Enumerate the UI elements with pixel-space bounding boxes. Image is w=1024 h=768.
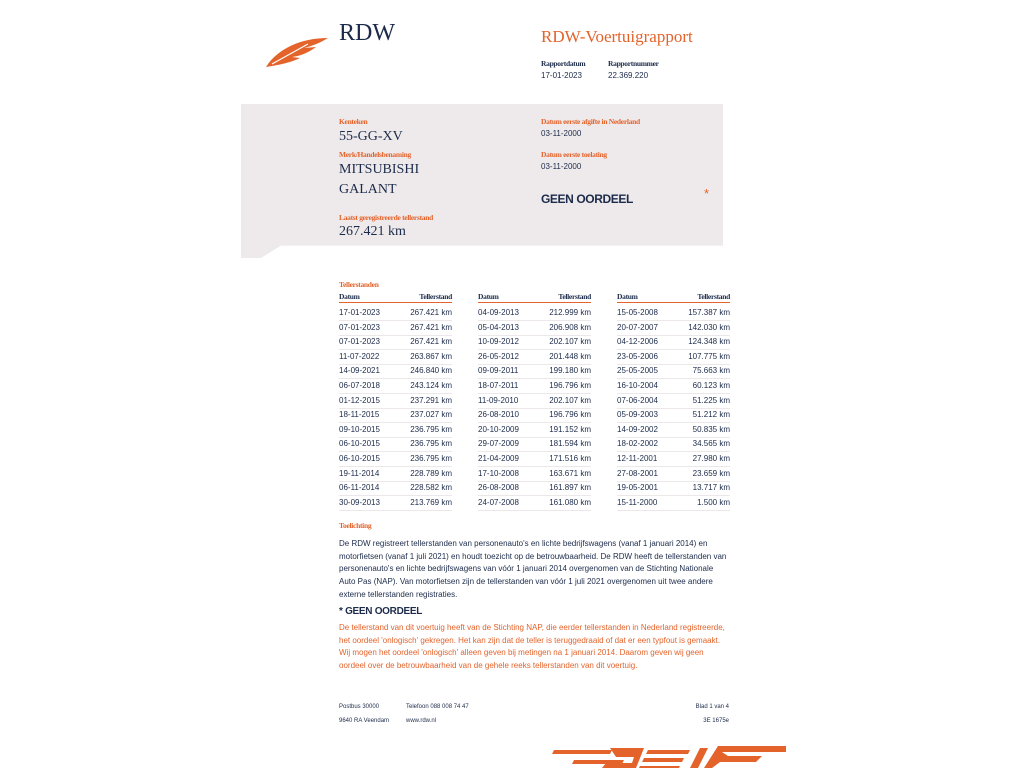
row-divider: [478, 393, 591, 394]
reading-value: 236.795 km: [410, 424, 452, 434]
reading-value: 246.840 km: [410, 366, 452, 376]
brand-name: RDW: [339, 20, 395, 46]
reading-value: 13.717 km: [692, 483, 730, 493]
column-header-date: Datum: [478, 292, 499, 301]
row-divider: [478, 451, 591, 452]
reading-value: 267.421 km: [410, 337, 452, 347]
report-number: 22.369.220: [608, 71, 649, 80]
header-divider: [478, 302, 591, 303]
reading-value: 236.795 km: [410, 454, 452, 463]
reading-date: 06-10-2015: [339, 454, 380, 463]
rdw-logo-icon: [264, 34, 330, 70]
column-header-reading: Tellerstand: [697, 292, 730, 301]
row-divider: [617, 422, 730, 423]
reading-value: 157.387 km: [688, 308, 730, 317]
reading-date: 20-07-2007: [617, 322, 658, 332]
reading-date: 10-09-2012: [478, 337, 519, 347]
row-divider: [617, 495, 730, 496]
row-divider: [339, 466, 452, 467]
row-divider: [478, 481, 591, 482]
reading-value: 181.594 km: [549, 439, 591, 449]
first-issue-label: Datum eerste afgifte in Nederland: [541, 117, 640, 126]
first-admission-label: Datum eerste toelating: [541, 150, 607, 159]
make-label: Merk/Handelsbenaming: [339, 150, 411, 159]
reading-date: 24-07-2008: [478, 497, 519, 507]
reading-value: 202.107 km: [549, 337, 591, 347]
reading-value: 206.908 km: [549, 322, 591, 332]
reading-date: 09-09-2011: [478, 366, 519, 376]
reading-date: 18-11-2015: [339, 410, 380, 420]
reading-date: 26-08-2010: [478, 410, 519, 420]
row-divider: [617, 378, 730, 379]
reading-value: 23.659 km: [692, 468, 730, 478]
reading-date: 01-12-2015: [339, 395, 380, 405]
row-divider: [617, 393, 730, 394]
row-divider: [617, 408, 730, 409]
reading-value: 196.796 km: [549, 381, 591, 390]
reading-date: 09-10-2015: [339, 424, 380, 434]
reading-value: 196.796 km: [549, 410, 591, 420]
reading-value: 201.448 km: [549, 351, 591, 361]
reading-date: 05-09-2003: [617, 410, 658, 420]
row-divider: [478, 437, 591, 438]
reading-value: 51.212 km: [692, 410, 730, 420]
reading-value: 124.348 km: [688, 337, 730, 347]
reading-value: 51.225 km: [692, 395, 730, 405]
reading-date: 17-10-2008: [478, 468, 519, 478]
row-divider: [339, 378, 452, 379]
reading-value: 236.795 km: [410, 439, 452, 449]
row-divider: [339, 510, 452, 511]
row-divider: [478, 510, 591, 511]
reading-date: 26-08-2008: [478, 483, 519, 493]
reading-date: 07-01-2023: [339, 322, 380, 332]
reading-date: 06-07-2018: [339, 381, 380, 390]
row-divider: [339, 408, 452, 409]
reading-value: 228.582 km: [410, 483, 452, 493]
reading-value: 237.291 km: [410, 395, 452, 405]
row-divider: [617, 335, 730, 336]
header-divider: [339, 302, 452, 303]
reading-date: 18-07-2011: [478, 381, 519, 390]
row-divider: [339, 481, 452, 482]
reading-date: 11-07-2022: [339, 351, 380, 361]
row-divider: [478, 495, 591, 496]
reading-date: 27-08-2001: [617, 468, 658, 478]
footer-postcode: 9640 RA Veendam: [339, 718, 390, 724]
reading-value: 60.123 km: [692, 381, 730, 390]
row-divider: [339, 451, 452, 452]
report-number-label: Rapportnummer: [608, 59, 659, 68]
reading-date: 06-11-2014: [339, 483, 380, 493]
reading-date: 15-11-2000: [617, 497, 658, 507]
reading-date: 04-12-2006: [617, 337, 658, 347]
vehicle-info-panel: [241, 104, 723, 258]
license-plate: 55-GG-XV: [339, 129, 403, 144]
verdict-explanation-title: * GEEN OORDEEL: [339, 606, 423, 617]
reading-value: 202.107 km: [549, 395, 591, 405]
column-header-reading: Tellerstand: [419, 292, 452, 301]
verdict-explanation-text: De tellerstand van dit voertuig heeft van de Stichting NAP, die eerder tellerstanden in Nederland registreerde, het oordeel 'onlogisch' gekregen. Het kan zijn dat de teller is teruggedraaid of dat er een typfout is gemaakt. Wij mogen het oordeel 'onlogisch' alleen geven bij metingen na 1 januari 2014. Daarom geven wij geen oordeel over de betrouwbaarheid van de gehele reeks tellerstanden van dit voertuig.: [339, 623, 725, 671]
reading-date: 06-10-2015: [339, 439, 380, 449]
last-reading-label: Laatst geregistreerde tellerstand: [339, 213, 433, 222]
reading-date: 14-09-2021: [339, 366, 380, 376]
row-divider: [339, 495, 452, 496]
report-title: RDW-Voertuigrapport: [541, 27, 693, 46]
row-divider: [617, 364, 730, 365]
row-divider: [478, 408, 591, 409]
verdict-text: GEEN OORDEEL: [541, 192, 633, 206]
first-admission-date: 03-11-2000: [541, 162, 582, 171]
row-divider: [339, 393, 452, 394]
row-divider: [617, 510, 730, 511]
reading-date: 07-01-2023: [339, 337, 380, 347]
column-header-date: Datum: [339, 292, 360, 301]
row-divider: [339, 422, 452, 423]
footer-page-number: Blad 1 van 4: [695, 704, 729, 710]
row-divider: [617, 466, 730, 467]
explanation-title: Toelichting: [339, 521, 372, 530]
vehicle-make: MITSUBISHI: [339, 162, 420, 177]
reading-value: 161.897 km: [549, 483, 591, 493]
reading-value: 237.027 km: [410, 410, 452, 420]
reading-value: 161.080 km: [549, 497, 591, 507]
row-divider: [617, 451, 730, 452]
reading-date: 18-02-2002: [617, 439, 658, 449]
row-divider: [617, 437, 730, 438]
reading-value: 213.769 km: [410, 497, 452, 507]
reading-value: 191.152 km: [549, 424, 591, 434]
column-header-date: Datum: [617, 292, 638, 301]
reading-date: 19-05-2001: [617, 483, 658, 493]
row-divider: [339, 437, 452, 438]
reading-value: 267.421 km: [410, 322, 452, 332]
reading-value: 243.124 km: [410, 381, 452, 390]
row-divider: [339, 364, 452, 365]
rdw-stripes-logo-icon: [552, 744, 786, 768]
row-divider: [339, 349, 452, 350]
reading-date: 07-06-2004: [617, 395, 658, 405]
row-divider: [478, 320, 591, 321]
reading-date: 05-04-2013: [478, 322, 519, 332]
reading-date: 26-05-2012: [478, 351, 519, 361]
plate-label: Kenteken: [339, 117, 368, 126]
reading-date: 14-09-2002: [617, 424, 658, 434]
row-divider: [478, 364, 591, 365]
reading-value: 163.671 km: [549, 468, 591, 478]
reading-date: 12-11-2001: [617, 454, 658, 463]
row-divider: [339, 320, 452, 321]
reading-date: 04-09-2013: [478, 308, 519, 317]
report-date: 17-01-2023: [541, 71, 582, 80]
row-divider: [478, 335, 591, 336]
reading-date: 11-09-2010: [478, 395, 519, 405]
reading-value: 212.999 km: [549, 308, 591, 317]
report-date-label: Rapportdatum: [541, 59, 586, 68]
reading-value: 1.500 km: [697, 497, 730, 507]
reading-value: 50.835 km: [692, 424, 730, 434]
reading-value: 267.421 km: [410, 308, 452, 317]
reading-date: 30-09-2013: [339, 497, 380, 507]
row-divider: [478, 378, 591, 379]
reading-date: 21-04-2009: [478, 454, 519, 463]
header-divider: [617, 302, 730, 303]
column-header-reading: Tellerstand: [558, 292, 591, 301]
row-divider: [617, 481, 730, 482]
reading-date: 15-05-2008: [617, 308, 658, 317]
reading-date: 19-11-2014: [339, 468, 380, 478]
first-issue-date: 03-11-2000: [541, 129, 582, 138]
verdict-star: *: [704, 186, 710, 201]
row-divider: [478, 422, 591, 423]
reading-date: 20-10-2009: [478, 424, 519, 434]
reading-value: 199.180 km: [549, 366, 591, 376]
reading-date: 23-05-2006: [617, 351, 658, 361]
footer-website: www.rdw.nl: [406, 718, 437, 724]
last-reading: 267.421 km: [339, 224, 406, 239]
row-divider: [617, 320, 730, 321]
reading-value: 228.789 km: [410, 468, 452, 478]
reading-date: 25-05-2005: [617, 366, 658, 376]
reading-value: 75.663 km: [692, 366, 730, 376]
reading-date: 17-01-2023: [339, 308, 380, 317]
reading-date: 29-07-2009: [478, 439, 519, 449]
reading-value: 27.980 km: [692, 454, 730, 463]
readings-title: Tellerstanden: [339, 280, 379, 289]
reading-date: 16-10-2004: [617, 381, 658, 390]
footer-phone: Telefoon 088 008 74 47: [406, 704, 469, 710]
row-divider: [478, 349, 591, 350]
reading-value: 107.775 km: [688, 351, 730, 361]
explanation-text: De RDW registreert tellerstanden van personenauto's en lichte bedrijfswagens (vanaf 1 januari 2014) en motorfietsen (vanaf 1 juli 2021) en houdt toezicht op de betrouwbaarheid. De RDW heeft de tellerstanden van personenauto's en lichte bedrijfswagens van vóór 1 januari 2014 overgenomen van de Stichting Nationale Auto Pas (NAP). Van motorfietsen zijn de tellerstanden van vóór 1 juli 2021 overgenomen uit twee andere externe tellerstanden registraties.: [339, 539, 727, 599]
row-divider: [339, 335, 452, 336]
vehicle-model: GALANT: [339, 182, 397, 197]
row-divider: [478, 466, 591, 467]
row-divider: [617, 349, 730, 350]
reading-value: 142.030 km: [688, 322, 730, 332]
reading-value: 34.565 km: [692, 439, 730, 449]
footer-document-code: 3E 1675e: [703, 718, 729, 724]
reading-value: 171.516 km: [549, 454, 591, 463]
footer-postbus: Postbus 30000: [339, 704, 380, 710]
reading-value: 263.867 km: [410, 351, 452, 361]
